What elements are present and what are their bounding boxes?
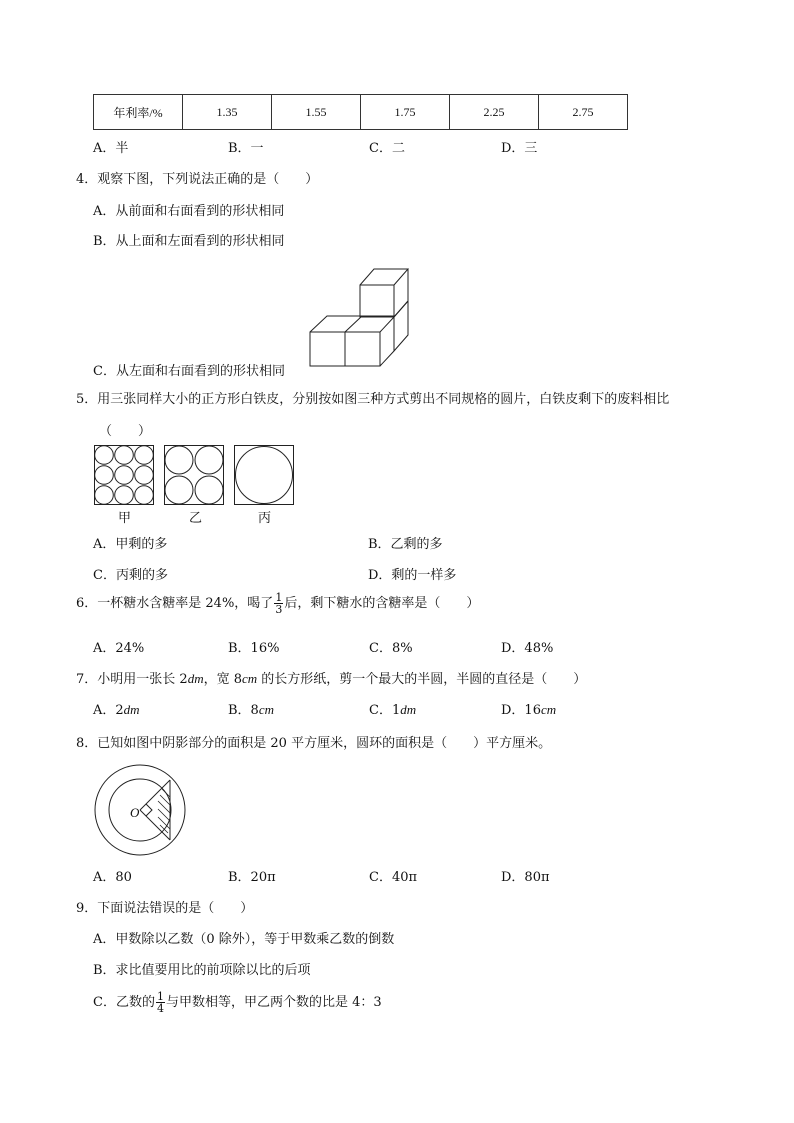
- cube-stack-figure: [305, 265, 415, 371]
- unit: cm: [258, 702, 274, 717]
- table-cell: 1.75: [361, 95, 450, 130]
- table-header-cell: 年利率/%: [94, 95, 183, 130]
- q4-option-a[interactable]: A．从前面和右面看到的形状相同: [93, 204, 285, 219]
- unit: dm: [123, 702, 140, 717]
- q6-option-c[interactable]: C．8%: [369, 641, 413, 656]
- q7-option-c[interactable]: [369, 699, 416, 718]
- q5-option-d[interactable]: D．剩的一样多: [368, 568, 457, 583]
- q7-option-d[interactable]: [501, 699, 556, 718]
- q5-option-a[interactable]: A．甲剩的多: [93, 537, 168, 552]
- q6-option-d[interactable]: D．48%: [501, 641, 554, 656]
- rate-table: [93, 94, 628, 130]
- q7-stem: [76, 668, 586, 687]
- unit: cm: [241, 671, 258, 686]
- q4-option-c[interactable]: C．从左面和右面看到的形状相同: [93, 364, 285, 379]
- circles-figure-jia: [94, 445, 154, 505]
- unit: cm: [540, 702, 557, 717]
- q5-stem: 5．用三张同样大小的正方形白铁皮，分别按如图三种方式剪出不同规格的圆片，白铁皮剩下的废料相比: [76, 392, 670, 407]
- q6-stem: [76, 592, 479, 615]
- option-text: C．乙数的: [93, 995, 155, 1010]
- q3-option-d[interactable]: D．三: [501, 141, 538, 156]
- q9-option-a[interactable]: A．甲数除以乙数（0 除外），等于甲数乘乙数的倒数: [93, 932, 395, 947]
- q6-stem-post: 后，剩下糖水的含糖率是（ ）: [284, 596, 480, 611]
- q8-option-b[interactable]: B．20π: [228, 870, 276, 885]
- q8-option-d[interactable]: D．80π: [501, 870, 550, 885]
- q4-option-b[interactable]: B．从上面和左面看到的形状相同: [93, 234, 285, 249]
- circles-figure-bing: [234, 445, 294, 505]
- q3-option-a[interactable]: A．半: [93, 141, 129, 156]
- circles-figure-yi: [164, 445, 224, 505]
- option-text: B．8: [228, 703, 259, 718]
- center-label: O: [130, 805, 140, 820]
- option-text: D．16: [501, 703, 541, 718]
- option-text: 与甲数相等，甲乙两个数的比是 4：3: [165, 995, 382, 1010]
- q7-option-a[interactable]: [93, 699, 140, 718]
- q7-option-b[interactable]: [228, 699, 274, 718]
- table-cell: 2.25: [450, 95, 539, 130]
- q9-option-b[interactable]: B．求比值要用比的前项除以比的后项: [93, 963, 311, 978]
- q6-option-b[interactable]: B．16%: [228, 641, 280, 656]
- q8-stem: 8．已知如图中阴影部分的面积是 20 平方厘米，圆环的面积是（ ）平方厘米。: [76, 736, 552, 751]
- annulus-figure: [94, 763, 188, 857]
- table-row: [94, 95, 628, 130]
- fraction: [274, 592, 283, 615]
- figure-label-bing: 丙: [258, 511, 272, 526]
- option-text: A．2: [93, 703, 124, 718]
- q7-text: 的长方形纸，剪一个最大的半圆，半圆的直径是（ ）: [257, 672, 587, 687]
- q6-stem-pre: 6．一杯糖水含糖率是 24%，喝了: [76, 596, 274, 611]
- table-cell: 1.55: [272, 95, 361, 130]
- q3-option-b[interactable]: B．一: [228, 141, 264, 156]
- option-text: C．1: [369, 703, 401, 718]
- q7-text: 7．小明用一张长 2: [76, 672, 188, 687]
- q9-stem: 9．下面说法错误的是（ ）: [76, 901, 254, 916]
- unit: dm: [187, 671, 204, 686]
- table-cell: 2.75: [539, 95, 628, 130]
- fraction-denominator: 3: [275, 603, 283, 616]
- unit: dm: [400, 702, 417, 717]
- fraction-numerator: 1: [156, 990, 164, 1003]
- q7-text: ，宽 8: [203, 672, 242, 687]
- fraction: [156, 991, 165, 1014]
- q5-blank: （ ）: [99, 424, 152, 439]
- fraction-denominator: 4: [156, 1002, 164, 1015]
- q5-option-b[interactable]: B．乙剩的多: [368, 537, 443, 552]
- figure-label-jia: 甲: [118, 511, 132, 526]
- q6-option-a[interactable]: A．24%: [93, 641, 145, 656]
- q8-option-c[interactable]: C．40π: [369, 870, 418, 885]
- q5-option-c[interactable]: C．丙剩的多: [93, 568, 168, 583]
- q8-option-a[interactable]: A．80: [93, 870, 132, 885]
- q4-stem: 4．观察下图，下列说法正确的是（ ）: [76, 172, 319, 187]
- fraction-numerator: 1: [275, 591, 283, 604]
- figure-label-yi: 乙: [189, 511, 203, 526]
- table-cell: 1.35: [183, 95, 272, 130]
- q9-option-c[interactable]: [93, 991, 382, 1014]
- q3-option-c[interactable]: C．二: [369, 141, 405, 156]
